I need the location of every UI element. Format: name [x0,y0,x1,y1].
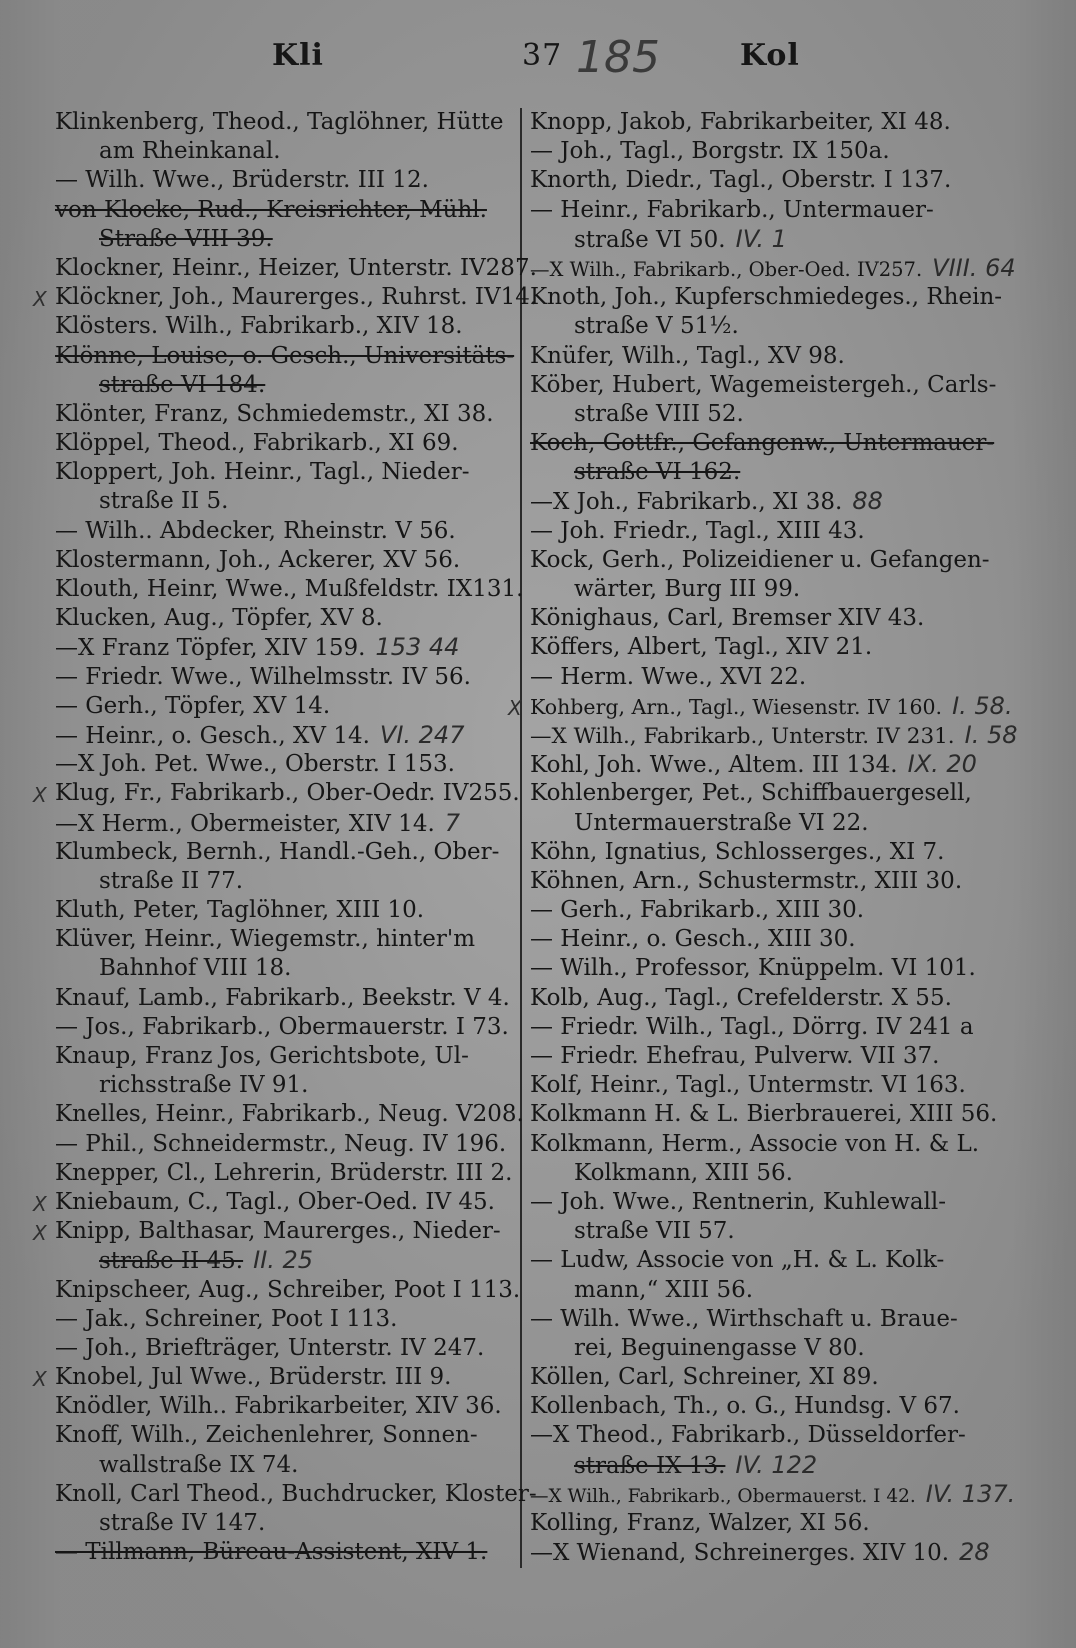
handwritten-annotation: IV. 137. [925,1479,1016,1508]
directory-entry-line [55,1130,515,1159]
entry-text: — Phil., Schneidermstr., Neug. IV 196. [55,1130,507,1157]
entry-text: straße VI 162. [574,459,741,486]
directory-entry-line [530,225,990,254]
directory-entry-line [530,1363,990,1392]
directory-entry-line [55,1480,537,1509]
handwritten-annotation: VIII. 64 [932,253,1016,282]
directory-entry-line [530,1042,990,1071]
directory-entry-line [530,400,990,429]
directory-entry-line [55,867,515,896]
directory-entry-line [55,954,515,983]
entry-text: mann,“ XIII 56. [574,1276,754,1303]
directory-entry-line [55,108,515,137]
directory-entry-line [55,1159,515,1188]
handwritten-annotation: VI. 247 [379,720,465,749]
directory-entry-line [530,575,990,604]
directory-entry-line [530,1479,1016,1509]
directory-entry-line [530,604,990,633]
directory-entry-line [530,458,990,487]
directory-entry-line [530,1334,990,1363]
handwritten-annotation: 88 [852,487,883,516]
directory-entry-line [55,254,537,283]
directory-entry-line [530,253,1016,283]
entry-text: — Gerh., Töpfer, XV 14. [55,692,331,719]
entry-text: Knoth, Joh., Kupferschmiedeges., Rhein- [530,284,1003,311]
directory-entry-line [55,546,515,575]
directory-entry-line [55,225,515,254]
directory-entry-line [55,896,515,925]
directory-entry-line [33,283,538,312]
page-number: 37 [522,38,563,73]
directory-entry-line [530,779,990,808]
entry-text: Klumbeck, Bernh., Handl.-Geh., Ober- [55,838,500,865]
margin-mark: X [33,1367,47,1392]
entry-text: — Joh., Tagl., Borgstr. IX 150a. [530,138,890,165]
directory-entry-line [55,1538,515,1567]
directory-entry-line [55,1100,524,1129]
directory-entry-line [530,838,990,867]
directory-entry-line [55,429,515,458]
directory-entry-line [55,1392,515,1421]
directory-entry-line [33,1188,515,1217]
entry-text: Knepper, Cl., Lehrerin, Brüderstr. III 2. [55,1159,513,1186]
entry-text: — Joh., Briefträger, Unterstr. IV 247. [55,1334,485,1361]
directory-entry-line [55,925,515,954]
entry-text: straße II 77. [99,867,244,894]
directory-entry-line [530,546,990,575]
entry-text: Kohl, Joh. Wwe., Altem. III 134. [530,752,898,779]
directory-entry-line [530,1392,990,1421]
entry-text: Kohlenberger, Pet., Schiffbauergesell, [530,780,972,807]
directory-entry-line [55,371,515,400]
entry-text: straße VI 184. [99,371,266,398]
directory-entry-line [55,604,515,633]
directory-entry-line [55,1334,515,1363]
entry-text: Kolb, Aug., Tagl., Crefelderstr. X 55. [530,984,952,1011]
entry-text: — Wilh. Wwe., Wirthschaft u. Braue- [530,1305,958,1332]
directory-entry-line [55,312,515,341]
entry-text: — Heinr., o. Gesch., XIII 30. [530,926,856,953]
entry-text: Kolkmann, XIII 56. [574,1159,793,1186]
directory-entry-line [530,108,990,137]
directory-entry-line [530,867,990,896]
entry-text: — Jos., Fabrikarb., Obermauerstr. I 73. [55,1013,509,1040]
entry-text: — Ludw, Associe von „H. & L. Kolk- [530,1247,945,1274]
directory-entry-line [530,1421,990,1450]
directory-entry-line [530,1188,990,1217]
entry-text: Könighaus, Carl, Bremser XIV 43. [530,605,925,632]
entry-text: Knobel, Jul Wwe., Brüderstr. III 9. [55,1364,452,1391]
directory-entry-line [530,720,1018,750]
directory-entry-line [530,517,990,546]
directory-entry-line [530,809,990,838]
directory-entry-line [530,312,990,341]
entry-text: Kolkmann, Herm., Associe von H. & L. [530,1130,980,1157]
entry-text: — Friedr. Wilh., Tagl., Dörrg. IV 241 a [530,1013,974,1040]
entry-text: straße VII 57. [574,1218,735,1245]
directory-entry-line [55,1071,515,1100]
directory-entry-line [530,1509,990,1538]
entry-text: straße IV 147. [99,1510,266,1536]
directory-entry-line [530,342,990,371]
directory-entry-line [530,1538,990,1567]
directory-entry-line [55,517,515,546]
directory-entry-line [530,1246,990,1275]
directory-entry-line [55,1013,515,1042]
entry-text: Knüfer, Wilh., Tagl., XV 98. [530,342,845,369]
directory-entry-line [55,692,515,721]
directory-entry-line [55,137,515,166]
entry-text: Kolling, Franz, Walzer, XI 56. [530,1510,870,1536]
entry-text: Koch, Gottfr., Gefangenw., Untermauer- [530,430,995,457]
handwritten-annotation: 153 44 [375,633,460,662]
directory-entry-line [55,400,515,429]
entry-text: Straße VIII 39. [99,225,273,252]
directory-entry-line [55,1042,515,1071]
entry-text: Klönter, Franz, Schmiedemstr., XI 38. [55,400,494,427]
handwritten-annotation: I. 58. [952,691,1013,720]
directory-entry-line [33,779,520,808]
entry-text: Knopp, Jakob, Fabrikarbeiter, XI 48. [530,109,951,135]
entry-text: Untermauerstraße VI 22. [574,809,869,836]
margin-mark: X [33,783,47,808]
entry-text: Bahnhof VIII 18. [99,955,292,982]
handwritten-annotation: 28 [959,1538,990,1567]
directory-entry-line [530,1013,990,1042]
entry-text: straße VI 50. [574,226,726,253]
directory-entry-line [33,1363,515,1392]
entry-text: Köhnen, Arn., Schustermstr., XIII 30. [530,867,963,894]
entry-text: Klüver, Heinr., Wiegemstr., hinter'm [55,926,476,953]
entry-text: — Wilh.. Abdecker, Rheinstr. V 56. [55,517,456,544]
entry-text: —X Wilh., Fabrikarb., Unterstr. IV 231. [530,723,955,749]
entry-text: —X Joh., Fabrikarb., XI 38. [530,489,843,516]
entry-text: richsstraße IV 91. [99,1072,309,1099]
directory-entry-line [530,166,990,195]
directory-entry-line [530,1305,990,1334]
entry-text: —X Wienand, Schreinerges. XIV 10. [530,1540,950,1567]
directory-entry-line [530,196,990,225]
directory-entry-line [530,663,990,692]
directory-entry-line [55,342,515,371]
directory-entry-line [55,487,515,516]
directory-entry-line [55,721,515,750]
directory-entry-line [55,1276,521,1305]
directory-entry-line [33,1217,515,1246]
entry-text: Klinkenberg, Theod., Taglöhner, Hütte [55,109,504,135]
handwritten-annotation: IX. 20 [907,750,977,779]
header-left-keyword: Kli [272,38,324,73]
directory-entry-line [55,166,515,195]
directory-entry-line [55,663,515,692]
entry-text: — Herm. Wwe., XVI 22. [530,663,807,690]
entry-text: — Heinr., o. Gesch., XV 14. [55,722,370,749]
entry-text: Knoll, Carl Theod., Buchdrucker, Kloster- [55,1480,537,1507]
margin-mark: X [33,1191,47,1216]
directory-entry-line [530,633,990,662]
handwritten-annotation: 7 [444,808,461,837]
directory-entry-line [530,1130,990,1159]
entry-text: Klug, Fr., Fabrikarb., Ober-Oedr. IV255. [55,780,520,807]
entry-text: Kolf, Heinr., Tagl., Untermstr. VI 163. [530,1072,966,1099]
entry-text: —X Theod., Fabrikarb., Düsseldorfer- [530,1422,966,1449]
entry-text: Knipp, Balthasar, Maurerges., Nieder- [55,1218,501,1245]
entry-text: straße VIII 52. [574,400,744,427]
entry-text: — Tillmann, Büreau-Assistent, XIV 1. [55,1539,488,1566]
directory-entry-line [530,1276,990,1305]
svg-text:185: 185 [576,32,660,83]
entry-text: —X Franz Töpfer, XIV 159. [55,635,366,662]
entry-text: Kniebaum, C., Tagl., Ober-Oed. IV 45. [55,1188,495,1215]
entry-text: Knauf, Lamb., Fabrikarb., Beekstr. V 4. [55,984,510,1011]
directory-entry-line [530,487,990,516]
entry-text: Köhn, Ignatius, Schlosserges., XI 7. [530,838,945,865]
entry-text: Klöckner, Joh., Maurerges., Ruhrst. IV14. [55,284,538,311]
entry-text: —X Herm., Obermeister, XIV 14. [55,810,435,837]
entry-text: — Wilh. Wwe., Brüderstr. III 12. [55,167,429,194]
entry-text: —X Joh. Pet. Wwe., Oberstr. I 153. [55,751,455,778]
entry-text: straße II 5. [99,488,229,515]
entry-text: Köber, Hubert, Wagemeistergeh., Carls- [530,371,997,398]
entry-text: Kluth, Peter, Taglöhner, XIII 10. [55,897,425,924]
directory-entry-line [55,633,515,662]
entry-text: Köllen, Carl, Schreiner, XI 89. [530,1364,879,1391]
entry-text: Kollenbach, Th., o. G., Hundsg. V 67. [530,1393,960,1420]
directory-entry-line [508,691,1013,721]
entry-text: Klockner, Heinr., Heizer, Unterstr. IV287. [55,254,537,281]
directory-entry-line [55,1246,515,1275]
directory-entry-line [55,838,515,867]
margin-mark: X [33,287,47,312]
entry-text: Klönne, Louise, o. Gesch., Universitäts- [55,342,515,369]
directory-entry-line [530,896,990,925]
directory-entry-line [55,1509,515,1538]
directory-entry-line [55,809,515,838]
right-column [508,108,1018,1567]
entry-text: Kohberg, Arn., Tagl., Wiesenstr. IV 160. [530,694,943,719]
entry-text: — Friedr. Wwe., Wilhelmsstr. IV 56. [55,663,471,690]
entry-text: — Gerh., Fabrikarb., XIII 30. [530,897,865,924]
directory-entry-line [530,429,995,458]
handwritten-page-number [566,22,686,92]
entry-text: Klouth, Heinr, Wwe., Mußfeldstr. IX131. [55,576,524,602]
column-divider [520,108,522,1568]
handwritten-annotation: II. 25 [253,1246,314,1275]
entry-text: Kloppert, Joh. Heinr., Tagl., Nieder- [55,459,470,486]
entry-text: straße V 51½. [574,313,739,340]
entry-text: Klöppel, Theod., Fabrikarb., XI 69. [55,430,459,457]
margin-mark: X [508,695,522,720]
entry-text: —X Wilh., Fabrikarb., Obermauerst. I 42. [530,1485,916,1507]
entry-text: Kock, Gerh., Polizeidiener u. Gefangen- [530,546,990,573]
entry-text: von Klocke, Rud., Kreisrichter, Mühl. [55,196,487,223]
directory-entry-line [530,283,1003,312]
header-right-keyword: Kol [740,38,800,73]
directory-entry-line [530,1071,990,1100]
left-column [33,108,538,1567]
entry-text: —X Wilh., Fabrikarb., Ober-Oed. IV257. [530,257,923,281]
entry-text: Knaup, Franz Jos, Gerichtsbote, Ul- [55,1043,469,1069]
directory-entry-line [55,1305,515,1334]
directory-entry-line [530,137,990,166]
directory-entry-line [530,371,997,400]
handwritten-annotation: IV. 122 [735,1450,818,1479]
entry-text: rei, Beguinengasse V 80. [574,1334,865,1361]
entry-text: Klösters. Wilh., Fabrikarb., XIV 18. [55,313,463,340]
directory-entry-line [55,575,524,604]
entry-text: — Heinr., Fabrikarb., Untermauer- [530,196,934,223]
entry-text: — Friedr. Ehefrau, Pulverw. VII 37. [530,1043,940,1069]
entry-text: — Joh. Wwe., Rentnerin, Kuhlewall- [530,1188,947,1215]
directory-entry-line [530,1100,998,1129]
entry-text: — Jak., Schreiner, Poot I 113. [55,1305,398,1332]
entry-text: wärter, Burg III 99. [574,576,801,602]
directory-entry-line [55,196,515,225]
directory-entry-line [530,1451,990,1480]
entry-text: Kolkmann H. & L. Bierbrauerei, XIII 56. [530,1101,998,1128]
directory-entry-line [530,1217,990,1246]
entry-text: Klucken, Aug., Töpfer, XV 8. [55,605,383,632]
directory-entry-line [530,1159,990,1188]
directory-entry-line [55,984,515,1013]
directory-entry-line [530,954,990,983]
entry-text: — Wilh., Professor, Knüppelm. VI 101. [530,955,976,982]
entry-text: Klostermann, Joh., Ackerer, XV 56. [55,546,461,573]
entry-text: — Joh. Friedr., Tagl., XIII 43. [530,517,865,544]
entry-text: am Rheinkanal. [99,138,281,165]
entry-text: wallstraße IX 74. [99,1451,299,1478]
handwritten-annotation: I. 58 [964,720,1018,749]
directory-entry-line [55,750,515,779]
entry-text: straße II 45. [99,1248,244,1275]
directory-entry-line [55,1451,515,1480]
entry-text: Knipscheer, Aug., Schreiber, Poot I 113. [55,1276,521,1303]
directory-entry-line [55,458,515,487]
handwritten-annotation: IV. 1 [735,224,787,253]
entry-text: Köffers, Albert, Tagl., XIV 21. [530,634,873,661]
directory-entry-line [55,1421,515,1450]
entry-text: straße IX 13. [574,1452,726,1479]
margin-mark: X [33,1221,47,1246]
directory-entry-line [530,925,990,954]
directory-entry-line [530,984,990,1013]
entry-text: Knödler, Wilh.. Fabrikarbeiter, XIV 36. [55,1393,502,1420]
entry-text: Knoff, Wilh., Zeichenlehrer, Sonnen- [55,1422,478,1449]
entry-text: Knorth, Diedr., Tagl., Oberstr. I 137. [530,167,952,194]
entry-text: Knelles, Heinr., Fabrikarb., Neug. V208. [55,1101,524,1128]
directory-entry-line [530,750,990,779]
